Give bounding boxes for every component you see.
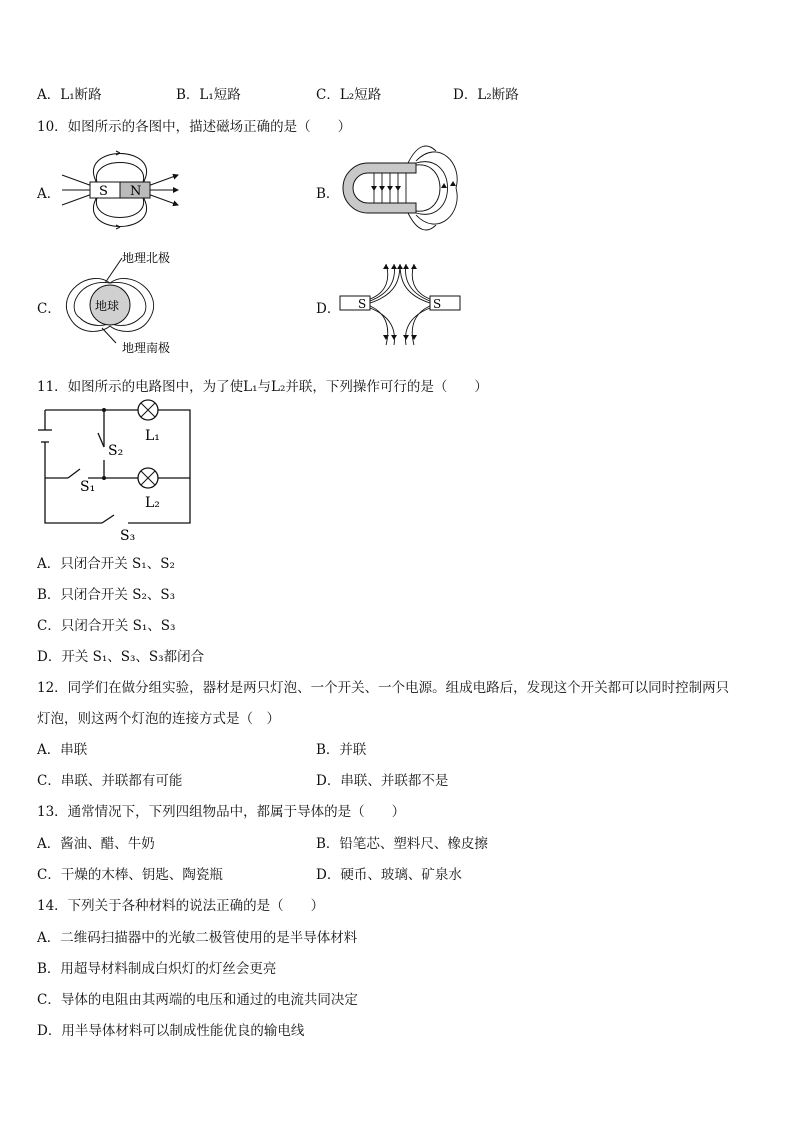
q11-option-c: C．只闭合开关 S₁、S₃ — [37, 618, 176, 634]
q10-label-d: D． — [316, 301, 341, 317]
q10-stem: 10．如图所示的各图中，描述磁场正确的是（ ） — [37, 119, 352, 135]
q9-option-a: A．L₁断路 — [37, 87, 102, 103]
q13-option-d: D．硬币、玻璃、矿泉水 — [316, 867, 462, 883]
fig-d-left-s: S — [358, 297, 367, 311]
circuit-l2-label: L₂ — [145, 495, 160, 511]
fig-c-earth-label: 地球 — [95, 299, 120, 313]
q9-option-b: B．L₁短路 — [176, 87, 241, 103]
q9-option-c: C．L₂短路 — [316, 87, 382, 103]
fig-c-geographic-north: 地理北极 — [122, 251, 171, 265]
fig-d-right-s: S — [433, 297, 442, 311]
q11-stem: 11．如图所示的电路图中，为了使L₁与L₂并联，下列操作可行的是（ ） — [37, 379, 488, 395]
earth-magnetic-field-figure — [60, 248, 190, 356]
q11-option-a: A．只闭合开关 S₁、S₂ — [37, 556, 175, 572]
circuit-s3-label: S₃ — [120, 528, 136, 544]
q14-option-a: A．二维码扫描器中的光敏二极管使用的是半导体材料 — [37, 930, 358, 946]
q13-option-b: B．铅笔芯、塑料尺、橡皮擦 — [316, 836, 488, 852]
q13-option-c: C．干燥的木棒、钥匙、陶瓷瓶 — [37, 867, 223, 883]
q14-option-b: B．用超导材料制成白炽灯的灯丝会更亮 — [37, 961, 277, 977]
q12-option-d: D．串联、并联都不是 — [316, 773, 449, 789]
q10-label-c: C． — [37, 301, 61, 317]
q12-stem-line2: 灯泡，则这两个灯泡的连接方式是（ ） — [37, 711, 280, 727]
q10-label-b: B． — [316, 186, 340, 202]
q10-label-a: A． — [37, 186, 61, 202]
fig-a-s-pole: S — [99, 184, 108, 199]
q12-stem-line1: 12．同学们在做分组实验，器材是两只灯泡、一个开关、一个电源。组成电路后，发现这个开关都可以同时控制两只 — [37, 680, 730, 696]
q12-option-a: A．串联 — [37, 742, 88, 758]
q14-option-d: D．用半导体材料可以制成性能优良的输电线 — [37, 1023, 305, 1039]
q11-option-d: D．开关 S₁、S₃、S₃都闭合 — [37, 649, 205, 665]
q11-option-b: B．只闭合开关 S₂、S₃ — [37, 587, 176, 603]
q12-option-c: C．串联、并联都有可能 — [37, 773, 183, 789]
q12-option-b: B．并联 — [316, 742, 367, 758]
bar-magnet-field-figure — [60, 145, 180, 235]
fig-a-n-pole: N — [130, 184, 142, 199]
q13-option-a: A．酱油、醋、牛奶 — [37, 836, 155, 852]
q13-stem: 13．通常情况下，下列四组物品中，都属于导体的是（ ） — [37, 804, 406, 820]
circuit-s1-label: S₁ — [80, 479, 96, 495]
circuit-l1-label: L₁ — [145, 428, 160, 444]
two-south-poles-field-figure — [338, 262, 463, 347]
q14-stem: 14．下列关于各种材料的说法正确的是（ ） — [37, 898, 325, 914]
horseshoe-magnet-field-figure — [338, 143, 463, 235]
circuit-diagram — [40, 395, 200, 545]
q14-option-c: C．导体的电阻由其两端的电压和通过的电流共同决定 — [37, 992, 358, 1008]
q9-option-d: D．L₂断路 — [453, 87, 519, 103]
fig-c-geographic-south: 地理南极 — [122, 341, 171, 355]
circuit-s2-label: S₂ — [108, 443, 124, 459]
